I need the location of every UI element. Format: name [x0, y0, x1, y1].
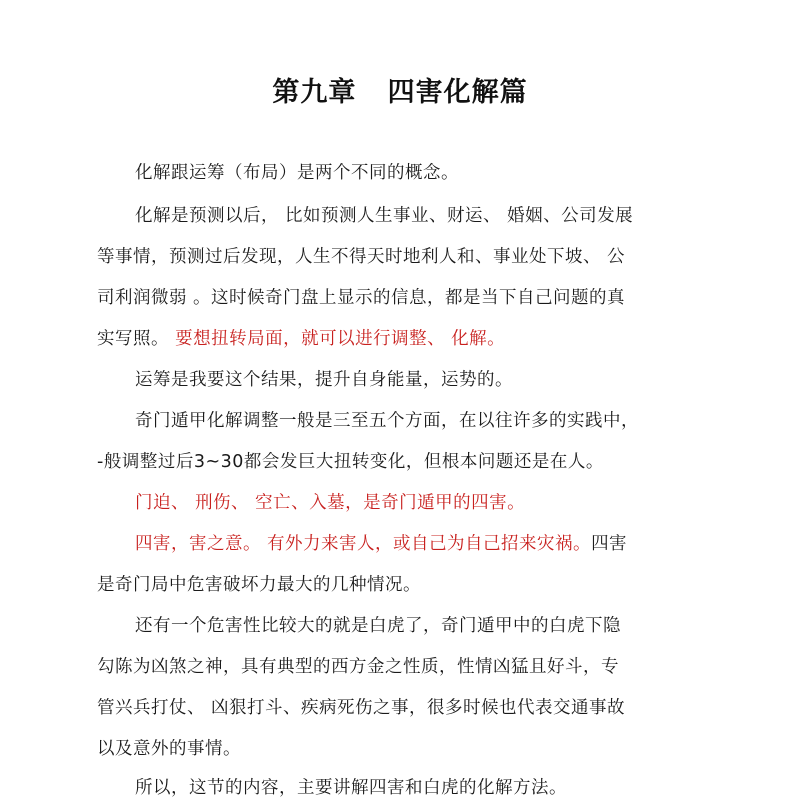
- highlighted-text: 门迫、 刑伤、 空亡、入墓，是奇门遁甲的四害。: [135, 493, 526, 513]
- text-segment: 实写照。: [97, 329, 169, 349]
- text-segment: 所以，这节的内容，主要讲解四害和白虎的化解方法。: [135, 778, 567, 798]
- text-segment: -般调整过后3~30都会发巨大扭转变化，但根本问题还是在人。: [97, 452, 604, 472]
- text-segment: 化解是预测以后， 比如预测人生事业、财运、 婚姻、公司发展: [135, 206, 634, 226]
- chapter-title: 第九章 四害化解篇: [272, 77, 528, 108]
- paragraph-line: [135, 205, 633, 227]
- highlighted-text: 要想扭转局面，就可以进行调整、 化解。: [175, 329, 506, 349]
- text-segment: 以及意外的事情。: [97, 739, 241, 759]
- highlighted-text: 四害，害之意。 有外力来害人，或自己为自己招来灾祸。: [135, 534, 592, 554]
- text-segment: 化解跟运筹（布局）是两个不同的概念。: [135, 163, 459, 183]
- text-segment: 是奇门局中危害破坏力最大的几种情况。: [97, 575, 421, 595]
- paragraph-line: [135, 162, 459, 184]
- paragraph-line: [97, 287, 625, 309]
- paragraph-line: [135, 410, 639, 432]
- text-segment: 司利润微弱 。这时候奇门盘上显示的信息，都是当下自己问题的真: [97, 288, 626, 308]
- text-segment: 勾陈为凶煞之神，具有典型的西方金之性质，性情凶猛且好斗，专: [97, 657, 619, 677]
- paragraph-line: [135, 533, 627, 555]
- paragraph-line: [135, 777, 567, 799]
- paragraph-line: [97, 697, 625, 719]
- text-segment: 运筹是我要这个结果，提升自身能量，运势的。: [135, 370, 513, 390]
- paragraph-line: [97, 328, 505, 350]
- paragraph-line: [97, 451, 604, 473]
- paragraph-line: [135, 492, 525, 514]
- text-segment: 管兴兵打仗、 凶狠打斗、疾病死伤之事，很多时候也代表交通事故: [97, 698, 626, 718]
- paragraph-line: [135, 369, 513, 391]
- paragraph-line: [97, 574, 421, 596]
- text-segment: 奇门遁甲化解调整一般是三至五个方面，在以往许多的实践中，: [135, 411, 639, 431]
- paragraph-line: [97, 738, 241, 760]
- text-segment: 等事情，预测过后发现，人生不得天时地利人和、事业处下坡、 公: [97, 247, 626, 267]
- paragraph-line: [97, 246, 625, 268]
- paragraph-line: [97, 656, 619, 678]
- text-segment: 还有一个危害性比较大的就是白虎了，奇门遁甲中的白虎下隐: [135, 616, 621, 636]
- text-segment: 四害: [591, 534, 628, 554]
- paragraph-line: [135, 615, 621, 637]
